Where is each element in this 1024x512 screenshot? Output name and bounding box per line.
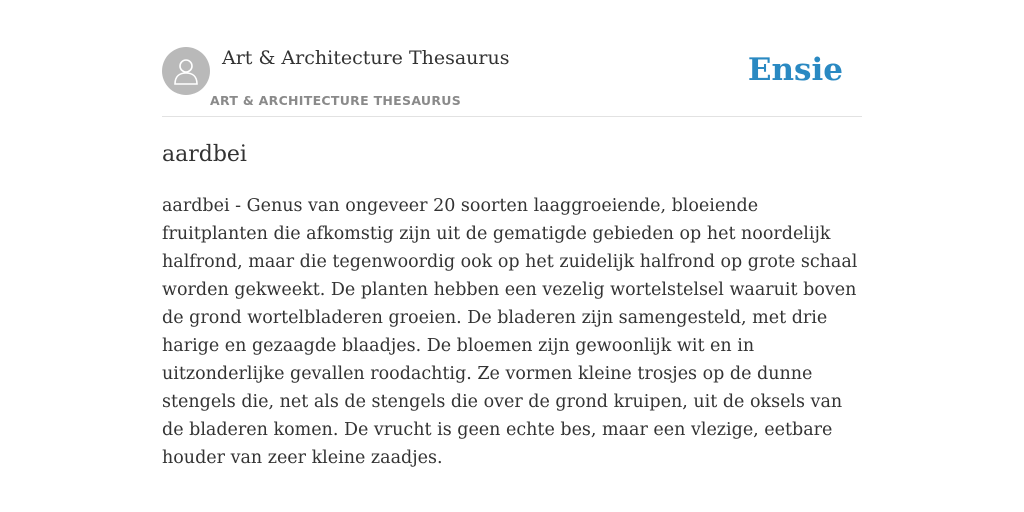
brand-logo[interactable]: Ensie (747, 52, 843, 88)
author-name[interactable]: Art & Architecture Thesaurus (222, 47, 510, 69)
user-icon (173, 57, 199, 85)
header (162, 46, 862, 117)
avatar[interactable] (162, 47, 210, 95)
entry-definition: aardbei - Genus van ongeveer 20 soorten laaggroeiende, bloeiende fruitplanten die afkomstig zijn uit de gematigde gebieden op het noordelijk halfrond, maar die tegenwoordig ook op het zuidelijk halfrond op grote schaal worden gekweekt. De planten hebben een vezelig wortelstelsel waaruit boven de grond wortelbladeren groeien. De bladeren zijn samengesteld, met drie harige en gezaagde blaadjes. De bloemen zijn gewoonlijk wit en in uitzonderlijke gevallen roodachtig. Ze vormen kleine trosjes op de dunne stengels die, net als de stengels die over de grond kruipen, uit de oksels van de bladeren komen. De vrucht is geen echte bes, maar een vlezige, eetbare houder van zeer kleine zaadjes. (162, 196, 858, 468)
entry-term: aardbei (162, 142, 247, 167)
author-subtitle: ART & ARCHITECTURE THESAURUS (210, 93, 462, 108)
